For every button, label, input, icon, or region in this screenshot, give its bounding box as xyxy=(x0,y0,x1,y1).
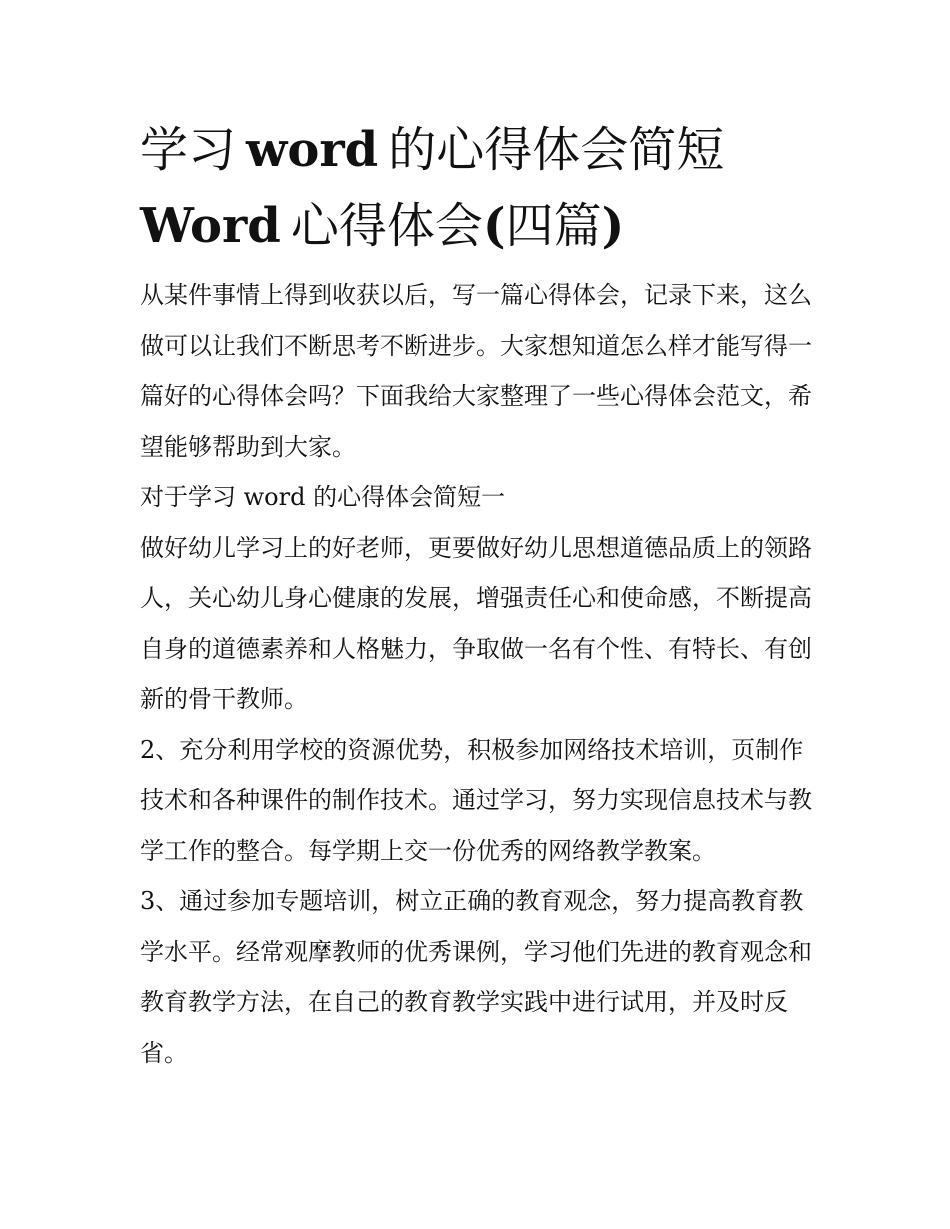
title-word: word xyxy=(246,122,379,178)
title-paren-open: ( xyxy=(482,198,506,254)
document-body xyxy=(140,112,820,1078)
title-text: 学习 xyxy=(140,122,237,178)
title-line-2 xyxy=(140,198,624,254)
title-text: 的心得体会简短 xyxy=(388,122,725,178)
document-title xyxy=(140,112,820,264)
title-text: 四篇 xyxy=(505,198,602,254)
title-line-1 xyxy=(140,122,724,178)
numbered-paragraph-2: 2、充分利用学校的资源优势，积极参加网络技术培训，页制作技术和各种课件的制作技术。通过学习，努力实现信息技术与教学工作的整合。每学期上交一份优秀的网络教学教案。 xyxy=(140,735,812,865)
numbered-paragraph-3: 3、通过参加专题培训，树立正确的教育观念，努力提高教育教学水平。经常观摩教师的优秀课例，学习他们先进的教育观念和教育教学方法，在自己的教育教学实践中进行试用，并及时反省。 xyxy=(140,887,812,1067)
intro-paragraph: 从某件事情上得到收获以后，写一篇心得体会，记录下来，这么做可以让我们不断思考不断进步。大家想知道怎么样才能写得一篇好的心得体会吗？下面我给大家整理了一些心得体会范文，希望能够帮助到大家。 xyxy=(140,281,812,461)
body-paragraph: 做好幼儿学习上的好老师，更要做好幼儿思想道德品质上的领路人，关心幼儿身心健康的发展，增强责任心和使命感，不断提高自身的道德素养和人格魅力，争取做一名有个性、有特长、有创新的骨干教师。 xyxy=(140,533,812,713)
title-word: Word xyxy=(140,198,281,254)
title-paren-close: ) xyxy=(601,198,625,254)
section-heading: 对于学习 word 的心得体会简短一 xyxy=(140,483,506,511)
title-text: 心得体会 xyxy=(290,198,483,254)
